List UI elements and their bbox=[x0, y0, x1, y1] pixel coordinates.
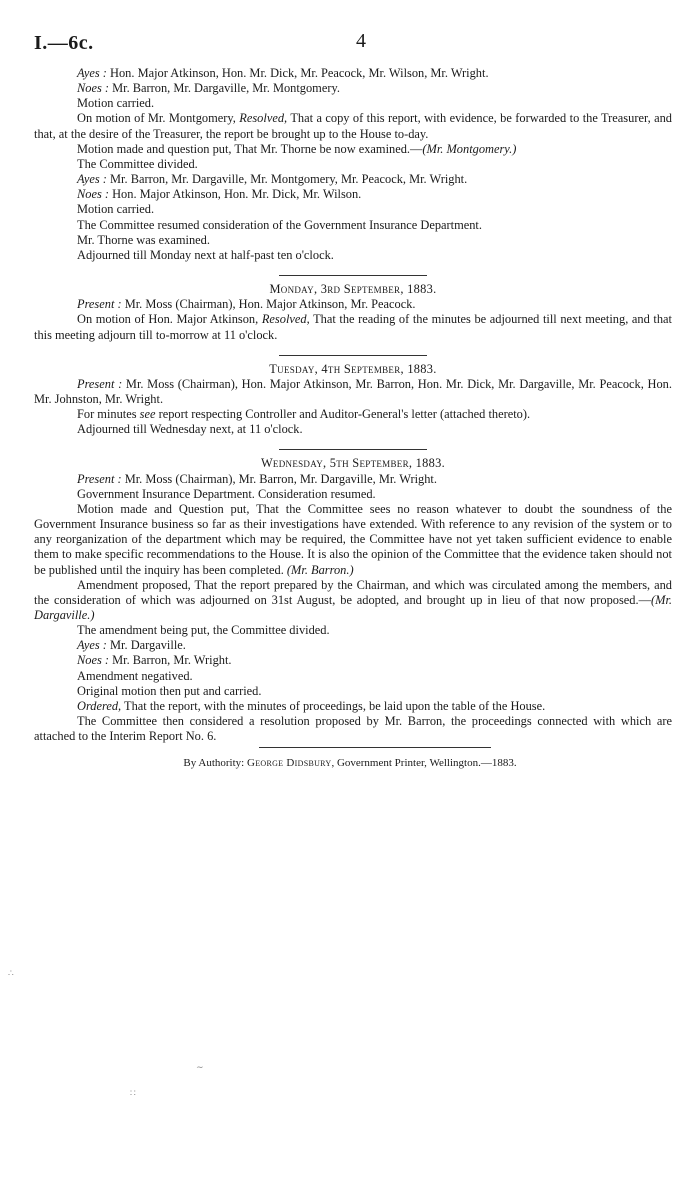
italic-text: Ayes : bbox=[77, 66, 107, 80]
italic-text: Ayes : bbox=[77, 638, 107, 653]
minutes-paragraph bbox=[34, 312, 672, 342]
section-divider bbox=[279, 275, 427, 276]
italic-text: Noes : bbox=[77, 187, 110, 202]
minutes-paragraph bbox=[34, 377, 672, 407]
footer-divider bbox=[259, 747, 491, 748]
document-reference: I.—6c. bbox=[34, 32, 94, 54]
minutes-paragraph: Mr. Thorne was examined. bbox=[77, 232, 210, 247]
minutes-paragraph: The Committee resumed consideration of the Government Insurance Department. bbox=[77, 217, 482, 232]
minutes-paragraph: Original motion then put and carried. bbox=[77, 683, 262, 698]
minutes-paragraph bbox=[34, 699, 672, 714]
meeting-date: Wednesday, 5th September, 1883. bbox=[260, 456, 446, 471]
page-header bbox=[34, 30, 672, 66]
meeting-date: Monday, 3rd September, 1883. bbox=[269, 282, 437, 297]
page-number: 4 bbox=[356, 30, 366, 52]
minutes-paragraph: Motion carried. bbox=[77, 202, 155, 217]
scan-speck: ∴ bbox=[8, 968, 14, 978]
italic-text: Present : bbox=[77, 376, 123, 391]
minutes-paragraph bbox=[34, 111, 672, 141]
minutes-paragraph: Motion carried. bbox=[77, 96, 155, 111]
italic-text: Noes : bbox=[77, 653, 110, 668]
minutes-paragraph: The Committee divided. bbox=[77, 156, 198, 171]
text-run: That the report, with the minutes of proceedings, be laid upon the table of the House. bbox=[121, 698, 546, 713]
italic-text: Ordered, bbox=[77, 698, 122, 713]
section-divider bbox=[279, 355, 427, 356]
minutes-paragraph bbox=[34, 66, 672, 81]
text-run: Mr. Barron, Mr. Dargaville, Mr. Montgomery. bbox=[109, 81, 340, 96]
italic-text: (Mr. Barron.) bbox=[286, 562, 354, 577]
italic-text: Ayes : bbox=[77, 172, 107, 187]
italic-text: (Mr. Dargaville.) bbox=[34, 592, 672, 622]
minutes-paragraph: Adjourned till Monday next at half-past ten o'clock. bbox=[77, 247, 334, 262]
text-run: Hon. Major Atkinson, Hon. Mr. Dick, Mr. Peacock, Mr. Wilson, Mr. Wright. bbox=[106, 66, 489, 80]
text-run: For minutes bbox=[77, 407, 140, 422]
italic-text: (Mr. Montgomery.) bbox=[422, 141, 517, 156]
text-run: Motion made and question put, That Mr. Thorne be now examined.— bbox=[77, 141, 423, 156]
italic-text: see bbox=[139, 407, 156, 422]
text-run: On motion of Mr. Montgomery, bbox=[77, 111, 240, 126]
minutes-paragraph bbox=[34, 142, 672, 157]
footer-suffix: , Government Printer, Wellington.—1883. bbox=[331, 757, 517, 769]
italic-text: Present : bbox=[77, 471, 122, 486]
text-run: That a copy of this report, with evidence, be forwarded to the Treasurer, and that, at the desire of the Treasurer, the report be brought up to the House to-day. bbox=[34, 111, 672, 141]
minutes-paragraph: Government Insurance Department. Consideration resumed. bbox=[77, 486, 376, 501]
text-run: That the reading of the minutes be adjourned till next meeting, and that this meeting adjourn till to-morrow at 11 o'clock. bbox=[34, 312, 673, 342]
minutes-paragraph bbox=[34, 472, 672, 487]
document-page bbox=[34, 30, 672, 744]
italic-text: Resolved, bbox=[239, 111, 288, 126]
text-run: Mr. Barron, Mr. Wright. bbox=[109, 653, 232, 668]
minutes-paragraph bbox=[34, 638, 672, 653]
text-run: Motion made and Question put, That the Committee sees no reason whatever to doubt the soundness of the Government Insurance business so far as their investigations have extended. With reference to any revision of the system or to any reorganization of the department which may be required, the Committee have not yet taken sufficient evidence to enable them to make specific recommendations to the House. It is also the opinion of the Committee that the evidence taken should not be published until the inquiry has been completed. bbox=[34, 501, 672, 577]
minutes-paragraph bbox=[34, 297, 672, 312]
minutes-body bbox=[34, 66, 672, 744]
scan-speck: ∼ bbox=[196, 1062, 204, 1072]
minutes-paragraph: Amendment negatived. bbox=[77, 668, 193, 683]
minutes-paragraph bbox=[34, 653, 672, 668]
italic-text: Present : bbox=[77, 297, 122, 312]
text-run: Mr. Moss (Chairman), Hon. Major Atkinson, Mr. Barron, Hon. Mr. Dick, Mr. Dargaville, Mr. Peacock, Hon. Mr. Johnston, Mr. Wright. bbox=[34, 376, 672, 406]
minutes-paragraph bbox=[34, 578, 672, 623]
minutes-paragraph: Adjourned till Wednesday next, at 11 o'clock. bbox=[77, 422, 303, 437]
minutes-paragraph bbox=[34, 714, 672, 744]
minutes-paragraph bbox=[34, 81, 672, 96]
text-run: The Committee then considered a resolution proposed by Mr. Barron, the proceedings connected with which are attached to the Interim Report No. 6. bbox=[34, 714, 672, 744]
meeting-date: Tuesday, 4th September, 1883. bbox=[269, 361, 437, 376]
scan-speck: ∷ bbox=[130, 1088, 136, 1098]
text-run: Mr. Dargaville. bbox=[106, 638, 186, 653]
text-run: Mr. Moss (Chairman), Hon. Major Atkinson, Mr. Peacock. bbox=[121, 297, 416, 312]
text-run: report respecting Controller and Auditor-General's letter (attached thereto). bbox=[155, 407, 531, 422]
imprint-footer bbox=[0, 757, 700, 769]
italic-text: Noes : bbox=[77, 81, 110, 96]
text-run: Hon. Major Atkinson, Hon. Mr. Dick, Mr. Wilson. bbox=[109, 187, 362, 202]
minutes-paragraph: The amendment being put, the Committee divided. bbox=[77, 623, 330, 638]
footer-printer: George Didsbury bbox=[246, 757, 332, 769]
text-run: Mr. Barron, Mr. Dargaville, Mr. Montgomery, Mr. Peacock, Mr. Wright. bbox=[106, 172, 468, 187]
text-run: Mr. Moss (Chairman), Mr. Barron, Mr. Dargaville, Mr. Wright. bbox=[121, 471, 437, 486]
text-run: Amendment proposed, That the report prepared by the Chairman, and which was circulated among the members, and the consideration of which was adjourned on 31st August, be adopted, and brought up in lieu of that now proposed.— bbox=[34, 577, 672, 607]
footer-prefix: By Authority: bbox=[183, 757, 247, 769]
minutes-paragraph bbox=[34, 187, 672, 202]
text-run: On motion of Hon. Major Atkinson, bbox=[77, 312, 262, 327]
minutes-paragraph bbox=[34, 172, 672, 187]
minutes-paragraph bbox=[34, 502, 672, 578]
minutes-paragraph bbox=[34, 407, 672, 422]
section-divider bbox=[279, 449, 427, 450]
italic-text: Resolved, bbox=[261, 312, 310, 327]
